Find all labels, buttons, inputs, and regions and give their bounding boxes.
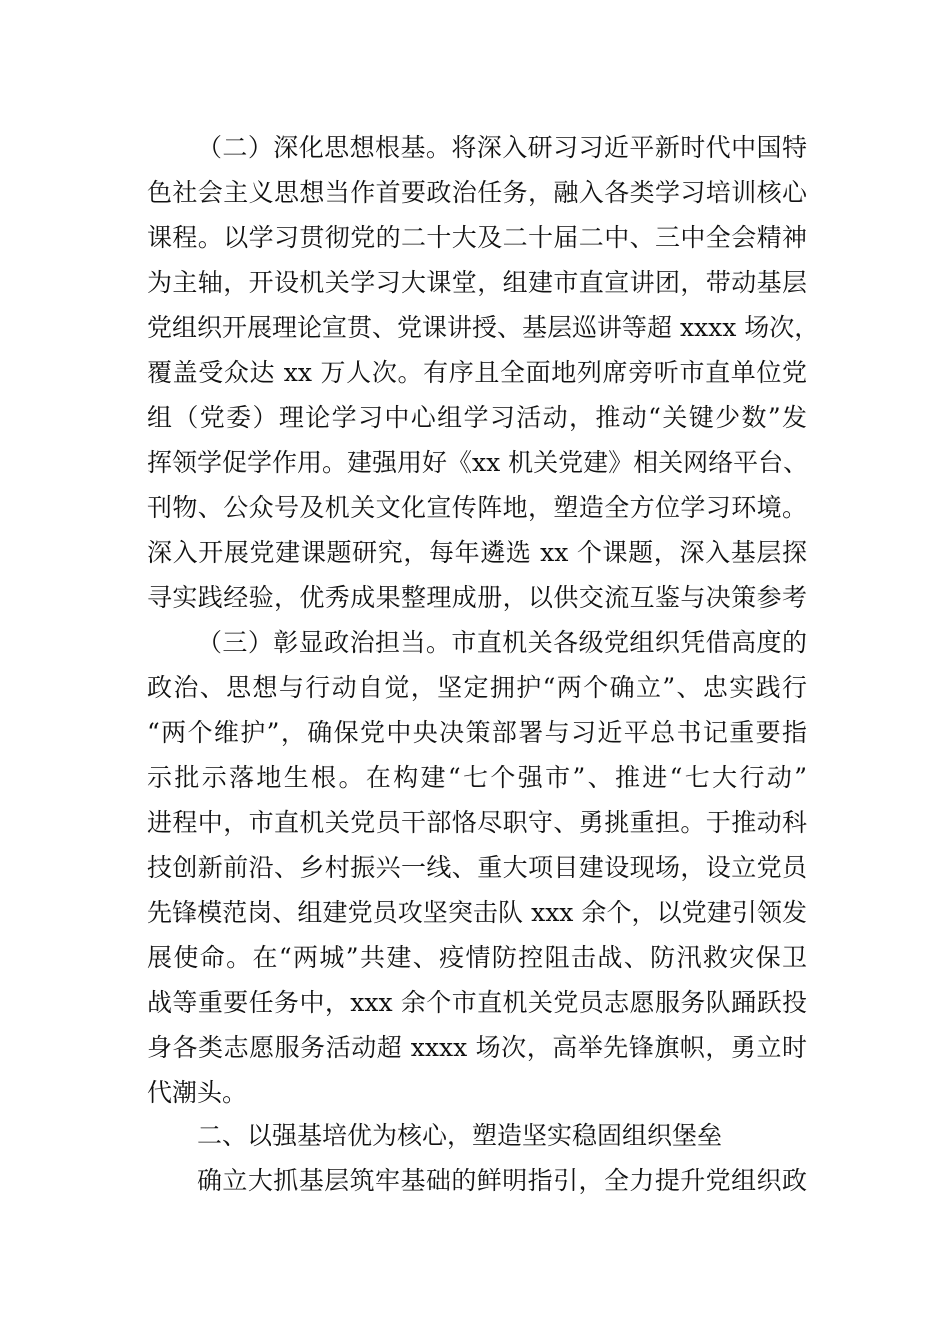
paragraph-1-line-5: 党组织开展理论宣贯、党课讲授、基层巡讲等超 xxxx 场次， [147, 313, 820, 342]
paragraph-2-line-1: （三）彰显政治担当。市直机关各级党组织凭借高度的 [197, 628, 807, 657]
paragraph-2-line-5: 进程中，市直机关党员干部恪尽职守、勇挑重担。于推动科 [147, 808, 807, 837]
paragraph-1-line-2: 色社会主义思想当作首要政治任务，融入各类学习培训核心 [147, 178, 807, 207]
paragraph-1-line-3: 课程。以学习贯彻党的二十大及二十届二中、三中全会精神 [147, 223, 807, 252]
paragraph-2-line-2: 政治、思想与行动自觉，坚定拥护“两个确立”、忠实践行 [147, 673, 807, 702]
paragraph-1-line-7: 组（党委）理论学习中心组学习活动，推动“关键少数”发 [147, 403, 807, 432]
paragraph-3-line-1: 确立大抓基层筑牢基础的鲜明指引，全力提升党组织政 [197, 1166, 807, 1195]
paragraph-2-line-11: 代潮头。 [147, 1078, 248, 1107]
paragraph-2-line-4: 示批示落地生根。在构建“七个强市”、推进“七大行动” [147, 763, 807, 792]
paragraph-1-line-6: 覆盖受众达 xx 万人次。有序且全面地列席旁听市直单位党 [147, 358, 807, 387]
paragraph-1-line-1: （二）深化思想根基。将深入研习习近平新时代中国特 [197, 133, 807, 162]
paragraph-1-line-10: 深入开展党建课题研究，每年遴选 xx 个课题，深入基层探 [147, 538, 807, 567]
paragraph-2-line-10: 身各类志愿服务活动超 xxxx 场次，高举先锋旗帜，勇立时 [147, 1033, 807, 1062]
paragraph-2-line-9: 战等重要任务中，xxx 余个市直机关党员志愿服务队踊跃投 [147, 988, 807, 1017]
paragraph-1-line-11: 寻实践经验，优秀成果整理成册，以供交流互鉴与决策参考 [147, 583, 807, 612]
paragraph-1-line-4: 为主轴，开设机关学习大课堂，组建市直宣讲团，带动基层 [147, 268, 807, 297]
paragraph-2-line-3: “两个维护”，确保党中央决策部署与习近平总书记重要指 [147, 718, 807, 747]
paragraph-2-line-7: 先锋模范岗、组建党员攻坚突击队 xxx 余个，以党建引领发 [147, 898, 807, 927]
paragraph-2-line-6: 技创新前沿、乡村振兴一线、重大项目建设现场，设立党员 [147, 853, 807, 882]
paragraph-1-line-9: 刊物、公众号及机关文化宣传阵地，塑造全方位学习环境。 [147, 493, 807, 522]
section-heading: 二、以强基培优为核心，塑造坚实稳固组织堡垒 [197, 1121, 723, 1150]
paragraph-1-line-8: 挥领学促学作用。建强用好《xx 机关党建》相关网络平台、 [147, 448, 809, 477]
paragraph-2-line-8: 展使命。在“两城”共建、疫情防控阻击战、防汛救灾保卫 [147, 943, 807, 972]
